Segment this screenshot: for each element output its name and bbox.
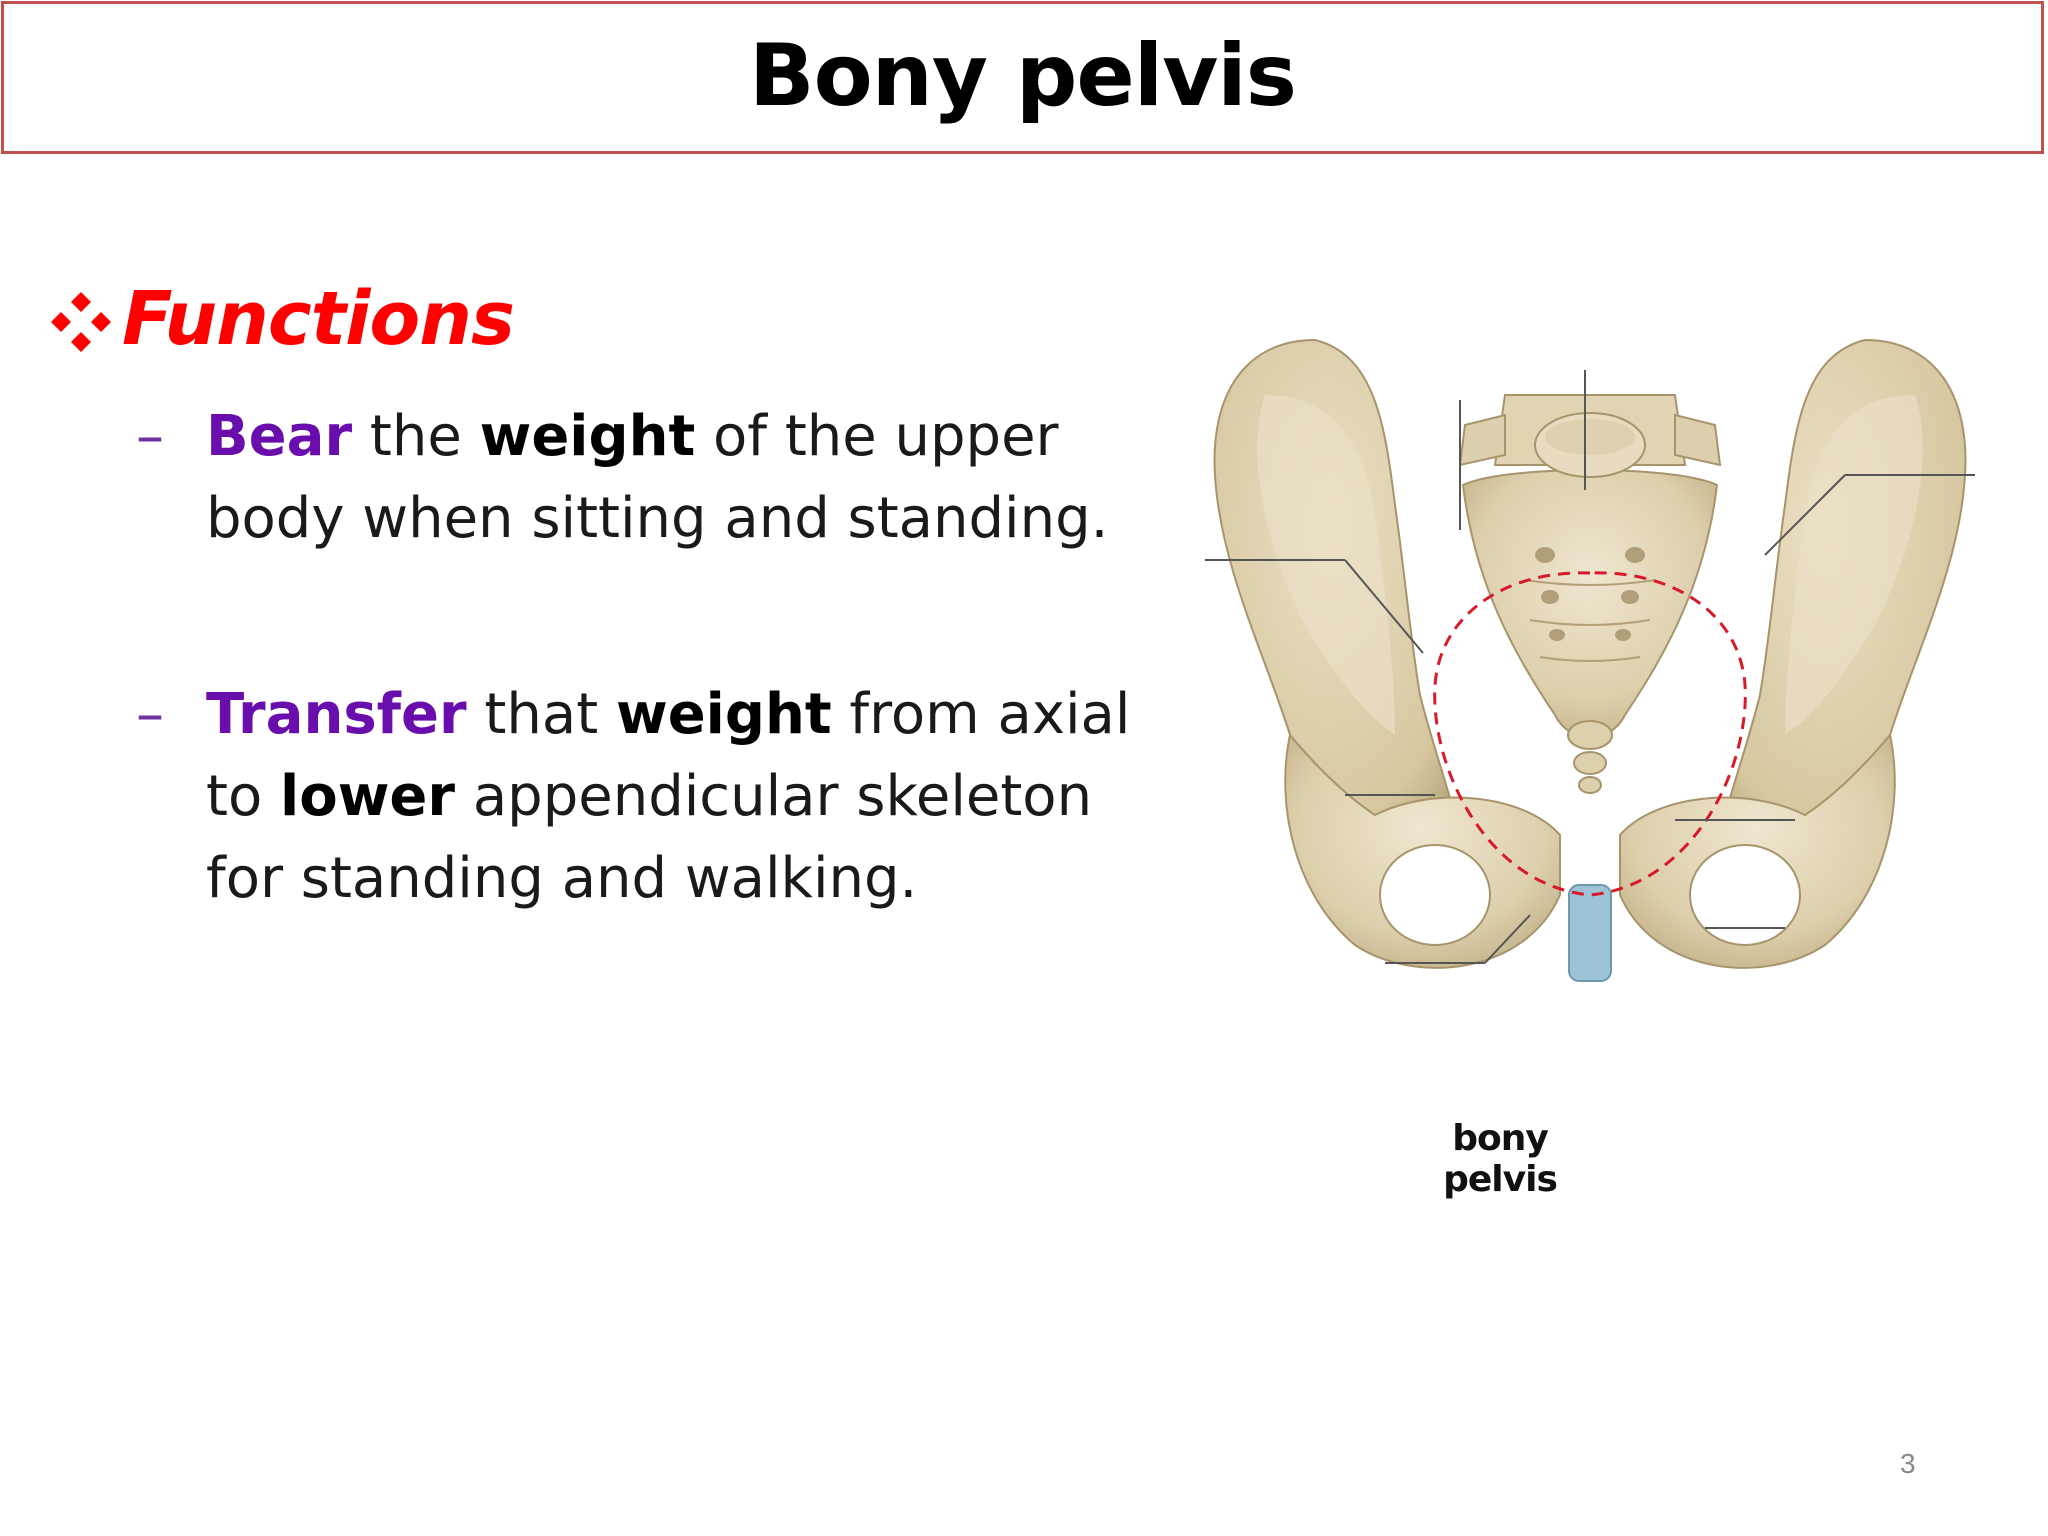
- keyword-lower: lower: [280, 764, 456, 829]
- bullet-text: [206, 674, 1156, 920]
- bullet-item-2: [136, 674, 1156, 920]
- dash-marker: –: [136, 404, 164, 469]
- diamond-bullet-icon: [44, 282, 118, 356]
- title-box: [1, 1, 2044, 154]
- sacrum: [1463, 470, 1717, 738]
- bullet-item-1: [136, 396, 1156, 560]
- page-number: 3: [1900, 1448, 1916, 1479]
- functions-heading: [44, 276, 514, 362]
- keyword-transfer: Transfer: [206, 682, 467, 747]
- slide-title: Bony pelvis: [749, 25, 1296, 126]
- pubic-symphysis: [1569, 885, 1611, 981]
- pelvis-illustration-icon: [1205, 335, 1975, 1070]
- dash-marker: –: [136, 682, 164, 747]
- keyword-bear: Bear: [206, 404, 353, 469]
- bullet-text-segment: appendicular skeleton for standing and walking.: [206, 764, 1093, 911]
- bullet-text-segment: the: [352, 404, 480, 469]
- bullet-text-segment: of the upper body when sitting and standing.: [206, 404, 1109, 551]
- bullet-text: [206, 396, 1156, 560]
- coccyx: [1568, 721, 1612, 793]
- keyword-weight: weight: [615, 682, 832, 747]
- heading-label: Functions: [122, 276, 515, 362]
- bullet-text-segment: that: [466, 682, 616, 747]
- keyword-weight: weight: [479, 404, 696, 469]
- figure-caption: bony pelvis: [1443, 1118, 1557, 1200]
- lumbar-vertebra: [1460, 395, 1720, 477]
- bullet-text-segment: from axial to: [206, 682, 1131, 829]
